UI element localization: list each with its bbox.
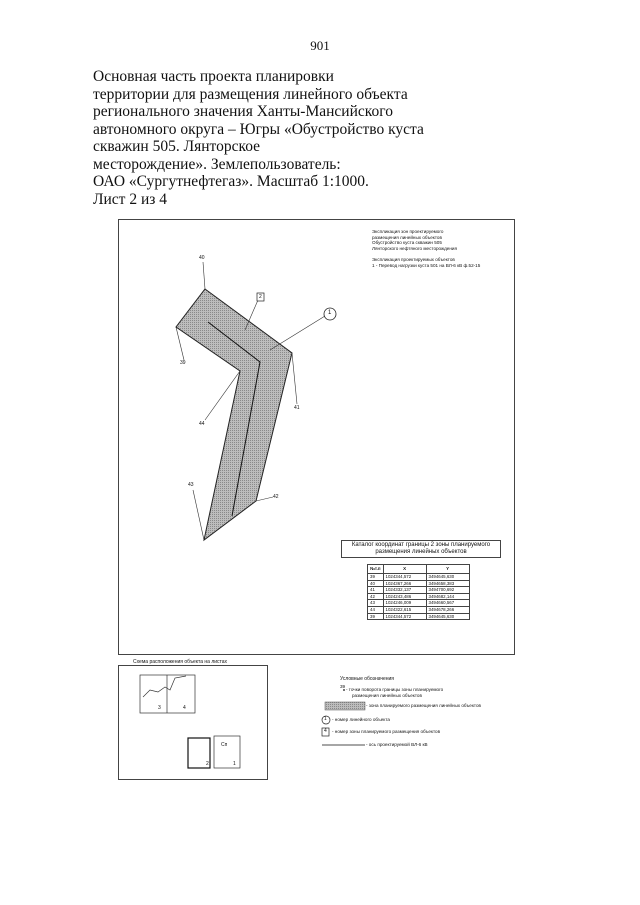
scheme-title: Схема расположения объекта на листах <box>133 659 228 665</box>
table-cell: 1024243,486 <box>383 593 426 600</box>
legend-text: размещения линейных объектов <box>352 692 422 698</box>
point-label: 39 <box>180 360 186 366</box>
explication-text: размещения линейных объектов <box>372 234 442 240</box>
legend-title: Условные обозначения <box>340 676 395 682</box>
legend-item <box>346 687 443 698</box>
table-cell: 3494700,692 <box>426 587 469 594</box>
legend-zone-marker: 4 <box>324 728 327 734</box>
point-label: 44 <box>199 421 205 427</box>
sheet-number: 4 <box>183 705 186 711</box>
point-label: 43 <box>188 482 194 488</box>
point-label: 41 <box>294 405 300 411</box>
sheet-number: 1 <box>233 761 236 767</box>
point-label: 42 <box>273 494 279 500</box>
legend-item: - номер зоны планируемого размещения объектов <box>332 729 441 734</box>
table-cell: 39 <box>368 613 384 620</box>
table-cell: 1024344,572 <box>383 613 426 620</box>
title-line: ОАО «Сургутнефтегаз». Масштаб 1:1000. <box>93 173 369 190</box>
legend-text: - точки поворота границы зоны планируемого <box>346 687 444 692</box>
point-label: 40 <box>199 255 205 261</box>
sheet-code: Сп <box>221 742 228 748</box>
table-cell: 3494682,144 <box>426 593 469 600</box>
title-line: месторождение». Землепользователь: <box>93 155 341 173</box>
table-cell: 41 <box>368 587 384 594</box>
catalog-title-line: размещения линейных объектов <box>375 549 467 555</box>
title-line: Лист 2 из 4 <box>93 190 168 208</box>
table-cell: 39 <box>368 574 384 581</box>
table-cell: 3494660,567 <box>426 600 469 607</box>
sheet-number: 3 <box>158 705 161 711</box>
table-cell: 3494645,630 <box>426 574 469 581</box>
explication-object-item: 1 - Перевод нагрузки куста 501 на ВЛ-6 кВ ф.52-15 <box>372 262 481 268</box>
table-cell: 1024367,266 <box>383 580 426 587</box>
legend-item: - номер линейного объекта <box>332 717 390 722</box>
table-cell: 44 <box>368 606 384 613</box>
page-number: 901 <box>310 38 330 53</box>
zone-number-label: 2 <box>259 294 262 300</box>
catalog-title-line: Каталог координат границы 2 зоны планируемого <box>351 542 491 548</box>
table-cell: 43 <box>368 600 384 607</box>
title-line: Основная часть проекта планировки <box>93 68 334 85</box>
explication-objects-title: Экспликация проектируемых объектов <box>372 257 455 263</box>
column-header: X <box>383 565 426 574</box>
table-cell: 1024344,572 <box>383 574 426 581</box>
title-line: территории для размещения линейного объекта <box>93 85 408 103</box>
table-cell: 42 <box>368 593 384 600</box>
column-header: №т.п <box>368 565 384 574</box>
legend-item: - ось проектируемой ВЛ-6 кВ <box>366 742 428 747</box>
table-cell: 1024322,615 <box>383 606 426 613</box>
sheet-number: 2 <box>206 761 209 767</box>
legend-object-marker: 1 <box>324 716 327 722</box>
table-cell: 1024246,009 <box>383 600 426 607</box>
legend-point-marker: 39 <box>340 684 346 689</box>
explication-text: Лянторского нефтяного месторождения <box>372 245 457 251</box>
table-cell: 3494645,630 <box>426 613 469 620</box>
title-line: автономного округа – Югры «Обустройство куста <box>93 120 424 138</box>
table-cell: 3494658,383 <box>426 580 469 587</box>
explication-zones-title: Экспликация зон проектируемого <box>372 229 444 234</box>
table-cell: 3494678,266 <box>426 606 469 613</box>
title-line: скважин 505. Лянторское <box>93 138 261 155</box>
table-cell: 1024332,137 <box>383 587 426 594</box>
explication-text: Обустройство куста скважин 505 <box>372 240 442 246</box>
column-header: Y <box>426 565 469 574</box>
object-number-label: 1 <box>328 310 332 316</box>
table-cell: 40 <box>368 580 384 587</box>
title-line: регионального значения Ханты-Мансийского <box>93 103 393 120</box>
legend-item: - зона планируемого размещения линейных объектов <box>366 703 481 708</box>
